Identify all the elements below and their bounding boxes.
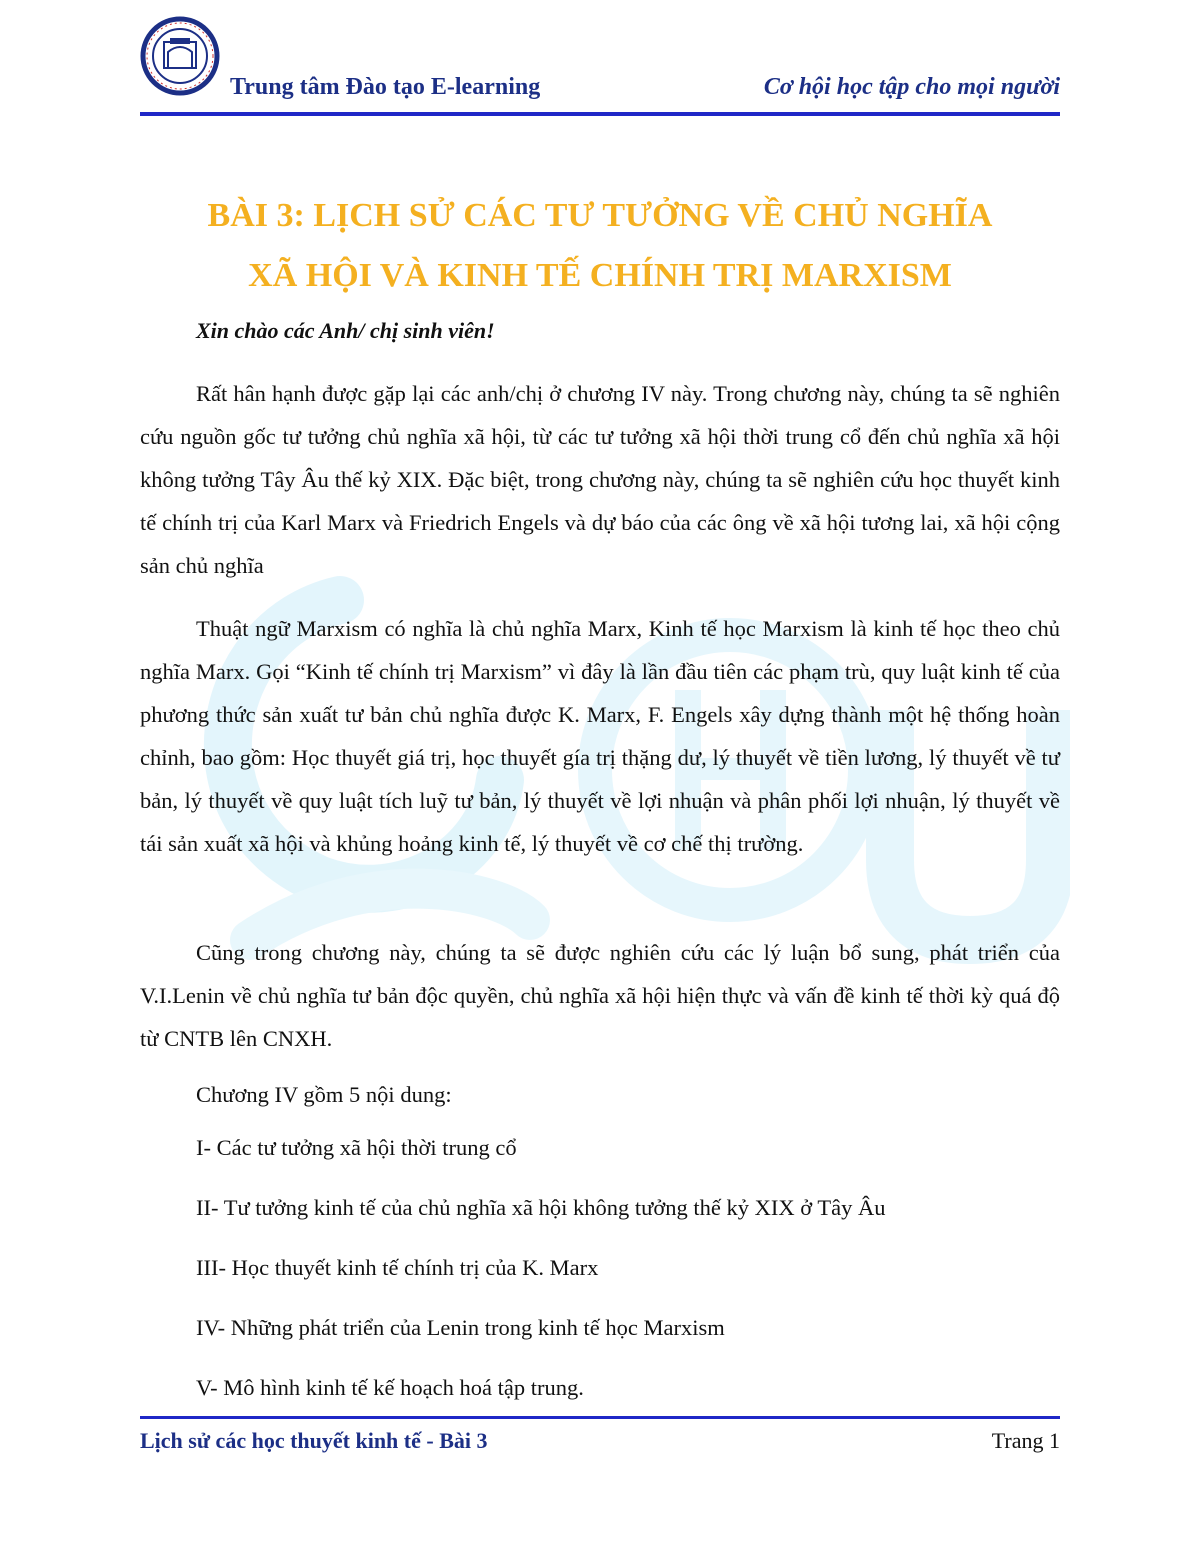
course-name: Lịch sử các học thuyết kinh tế - Bài 3 [140,1428,488,1453]
header-divider [140,112,1060,116]
contents-list [196,1128,885,1428]
page-header [140,12,1060,112]
paragraph-marxism: Thuật ngữ Marxism có nghĩa là chủ nghĩa Marx, Kinh tế học Marxism là kinh tế học theo chủ nghĩa Marx. Gọi “Kinh tế chính trị Marxism” vì đây là lần đầu tiên các phạm trù, quy luật kinh tế của phương thức sản xuất tư bản chủ nghĩa được K. Marx, F. Engels xây dựng thành một hệ thống hoàn chỉnh, bao gồm: Học thuyết giá trị, học thuyết gía trị thặng dư, lý thuyết về tiền lương, lý thuyết về tư bản, lý thuyết về quy luật tích luỹ tư bản, lý thuyết về lợi nhuận và phân phối lợi nhuận, lý thuyết về tái sản xuất xã hội và khủng hoảng kinh tế, lý thuyết về cơ chế thị trường. [140,616,1060,856]
org-name: Trung tâm Đào tạo E-learning [230,74,541,100]
list-item: II- Tư tưởng kinh tế của chủ nghĩa xã hội không tưởng thế kỷ XIX ở Tây Âu [196,1195,886,1220]
footer-divider [140,1416,1060,1419]
greeting: Xin chào các Anh/ chị sinh viên! [196,318,495,343]
university-logo-icon [140,12,220,100]
list-item: I- Các tư tưởng xã hội thời trung cổ [196,1135,517,1160]
title-line-1: BÀI 3: LỊCH SỬ CÁC TƯ TƯỞNG VỀ CHỦ NGHĨA [207,197,993,234]
list-item: IV- Những phát triển của Lenin trong kinh tế học Marxism [196,1315,725,1340]
slogan: Cơ hội học tập cho mọi người [763,74,1060,100]
list-item: V- Mô hình kinh tế kế hoạch hoá tập trung. [196,1375,584,1400]
paragraph-intro: Rất hân hạnh được gặp lại các anh/chị ở chương IV này. Trong chương này, chúng ta sẽ nghiên cứu nguồn gốc tư tưởng chủ nghĩa xã hội, từ các tư tưởng xã hội thời trung cổ đến chủ nghĩa xã hội không tưởng Tây Âu thế kỷ XIX. Đặc biệt, trong chương này, chúng ta sẽ nghiên cứu học thuyết kinh tế chính trị của Karl Marx và Friedrich Engels và dự báo của các ông về xã hội tương lai, xã hội cộng sản chủ nghĩa [140,381,1060,578]
lesson-title [140,186,1060,306]
paragraph-lenin: Cũng trong chương này, chúng ta sẽ được nghiên cứu các lý luận bổ sung, phát triển của V.I.Lenin về chủ nghĩa tư bản độc quyền, chủ nghĩa xã hội hiện thực và vấn đề kinh tế thời kỳ quá độ từ CNTB lên CNXH. [140,940,1060,1051]
page-number: Trang 1 [991,1428,1060,1453]
contents-intro: Chương IV gồm 5 nội dung: [196,1082,452,1107]
list-item: III- Học thuyết kinh tế chính trị của K. Marx [196,1255,599,1280]
title-line-2: XÃ HỘI VÀ KINH TẾ CHÍNH TRỊ MARXISM [248,257,952,294]
